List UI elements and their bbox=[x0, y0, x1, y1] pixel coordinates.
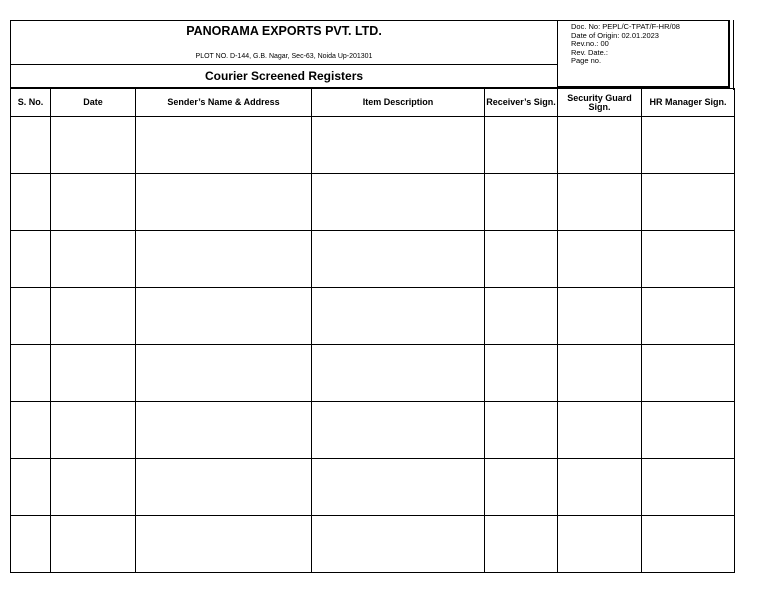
cell-receiver-sign[interactable] bbox=[485, 231, 558, 288]
cell-date[interactable] bbox=[51, 345, 136, 402]
cell-date[interactable] bbox=[51, 459, 136, 516]
cell-hr-manager-sign[interactable] bbox=[642, 117, 735, 174]
cell-security-guard-sign[interactable] bbox=[558, 345, 642, 402]
cell-sno[interactable] bbox=[11, 459, 51, 516]
cell-item-description[interactable] bbox=[312, 288, 485, 345]
revision-date: Rev. Date.: bbox=[571, 47, 608, 57]
table-header-row bbox=[11, 89, 735, 117]
cell-hr-manager-sign[interactable] bbox=[642, 174, 735, 231]
cell-item-description[interactable] bbox=[312, 174, 485, 231]
table-row bbox=[11, 345, 735, 402]
company-header bbox=[10, 20, 557, 65]
cell-sno[interactable] bbox=[11, 231, 51, 288]
cell-hr-manager-sign[interactable] bbox=[642, 288, 735, 345]
date-of-origin: Date of Origin: 02.01.2023 bbox=[571, 30, 659, 40]
table-row bbox=[11, 117, 735, 174]
cell-hr-manager-sign[interactable] bbox=[642, 402, 735, 459]
cell-sno[interactable] bbox=[11, 117, 51, 174]
cell-security-guard-sign[interactable] bbox=[558, 459, 642, 516]
table-row bbox=[11, 516, 735, 573]
column-header-hr-manager-sign: HR Manager Sign. bbox=[642, 89, 735, 117]
table-row bbox=[11, 231, 735, 288]
cell-hr-manager-sign[interactable] bbox=[642, 459, 735, 516]
cell-item-description[interactable] bbox=[312, 231, 485, 288]
cell-date[interactable] bbox=[51, 174, 136, 231]
cell-sno[interactable] bbox=[11, 402, 51, 459]
doc-number: Doc. No: PEPL/C-TPAT/F-HR/08 bbox=[571, 22, 680, 31]
table-row bbox=[11, 459, 735, 516]
cell-sender[interactable] bbox=[136, 117, 312, 174]
company-address: PLOT NO. D-144, G.B. Nagar, Sec-63, Noida Up-201301 bbox=[195, 53, 373, 60]
column-header-security-guard-sign: Security Guard Sign. bbox=[558, 89, 642, 117]
cell-item-description[interactable] bbox=[312, 402, 485, 459]
register-title: Courier Screened Registers bbox=[10, 64, 557, 88]
cell-item-description[interactable] bbox=[312, 516, 485, 573]
cell-sno[interactable] bbox=[11, 345, 51, 402]
cell-receiver-sign[interactable] bbox=[485, 459, 558, 516]
cell-security-guard-sign[interactable] bbox=[558, 117, 642, 174]
cell-date[interactable] bbox=[51, 117, 136, 174]
register-table bbox=[10, 88, 735, 573]
table-body bbox=[11, 117, 735, 573]
cell-security-guard-sign[interactable] bbox=[558, 516, 642, 573]
column-header-receiver-sign: Receiver’s Sign. bbox=[485, 89, 558, 117]
revision-number: Rev.no.: 00 bbox=[571, 39, 609, 49]
cell-date[interactable] bbox=[51, 402, 136, 459]
cell-receiver-sign[interactable] bbox=[485, 288, 558, 345]
cell-receiver-sign[interactable] bbox=[485, 402, 558, 459]
table-row bbox=[11, 174, 735, 231]
cell-security-guard-sign[interactable] bbox=[558, 231, 642, 288]
cell-sender[interactable] bbox=[136, 174, 312, 231]
company-name: PANORAMA EXPORTS PVT. LTD. bbox=[186, 24, 382, 38]
cell-item-description[interactable] bbox=[312, 117, 485, 174]
cell-receiver-sign[interactable] bbox=[485, 174, 558, 231]
column-header-sender: Sender’s Name & Address bbox=[136, 89, 312, 117]
cell-security-guard-sign[interactable] bbox=[558, 288, 642, 345]
cell-security-guard-sign[interactable] bbox=[558, 402, 642, 459]
cell-date[interactable] bbox=[51, 516, 136, 573]
table-row bbox=[11, 402, 735, 459]
cell-sender[interactable] bbox=[136, 402, 312, 459]
cell-hr-manager-sign[interactable] bbox=[642, 231, 735, 288]
cell-sender[interactable] bbox=[136, 459, 312, 516]
cell-sender[interactable] bbox=[136, 288, 312, 345]
cell-receiver-sign[interactable] bbox=[485, 345, 558, 402]
cell-sender[interactable] bbox=[136, 231, 312, 288]
column-header-sno: S. No. bbox=[11, 89, 51, 117]
table-row bbox=[11, 288, 735, 345]
column-header-date: Date bbox=[51, 89, 136, 117]
cell-sno[interactable] bbox=[11, 174, 51, 231]
cell-sender[interactable] bbox=[136, 345, 312, 402]
cell-security-guard-sign[interactable] bbox=[558, 174, 642, 231]
cell-sno[interactable] bbox=[11, 288, 51, 345]
document-info-box bbox=[557, 20, 730, 88]
cell-hr-manager-sign[interactable] bbox=[642, 345, 735, 402]
cell-date[interactable] bbox=[51, 288, 136, 345]
cell-item-description[interactable] bbox=[312, 459, 485, 516]
cell-receiver-sign[interactable] bbox=[485, 516, 558, 573]
cell-sender[interactable] bbox=[136, 516, 312, 573]
column-header-item-description: Item Description bbox=[312, 89, 485, 117]
frame-right-edge bbox=[733, 20, 734, 90]
cell-hr-manager-sign[interactable] bbox=[642, 516, 735, 573]
cell-date[interactable] bbox=[51, 231, 136, 288]
cell-receiver-sign[interactable] bbox=[485, 117, 558, 174]
cell-sno[interactable] bbox=[11, 516, 51, 573]
cell-item-description[interactable] bbox=[312, 345, 485, 402]
page-number: Page no. bbox=[571, 56, 602, 66]
